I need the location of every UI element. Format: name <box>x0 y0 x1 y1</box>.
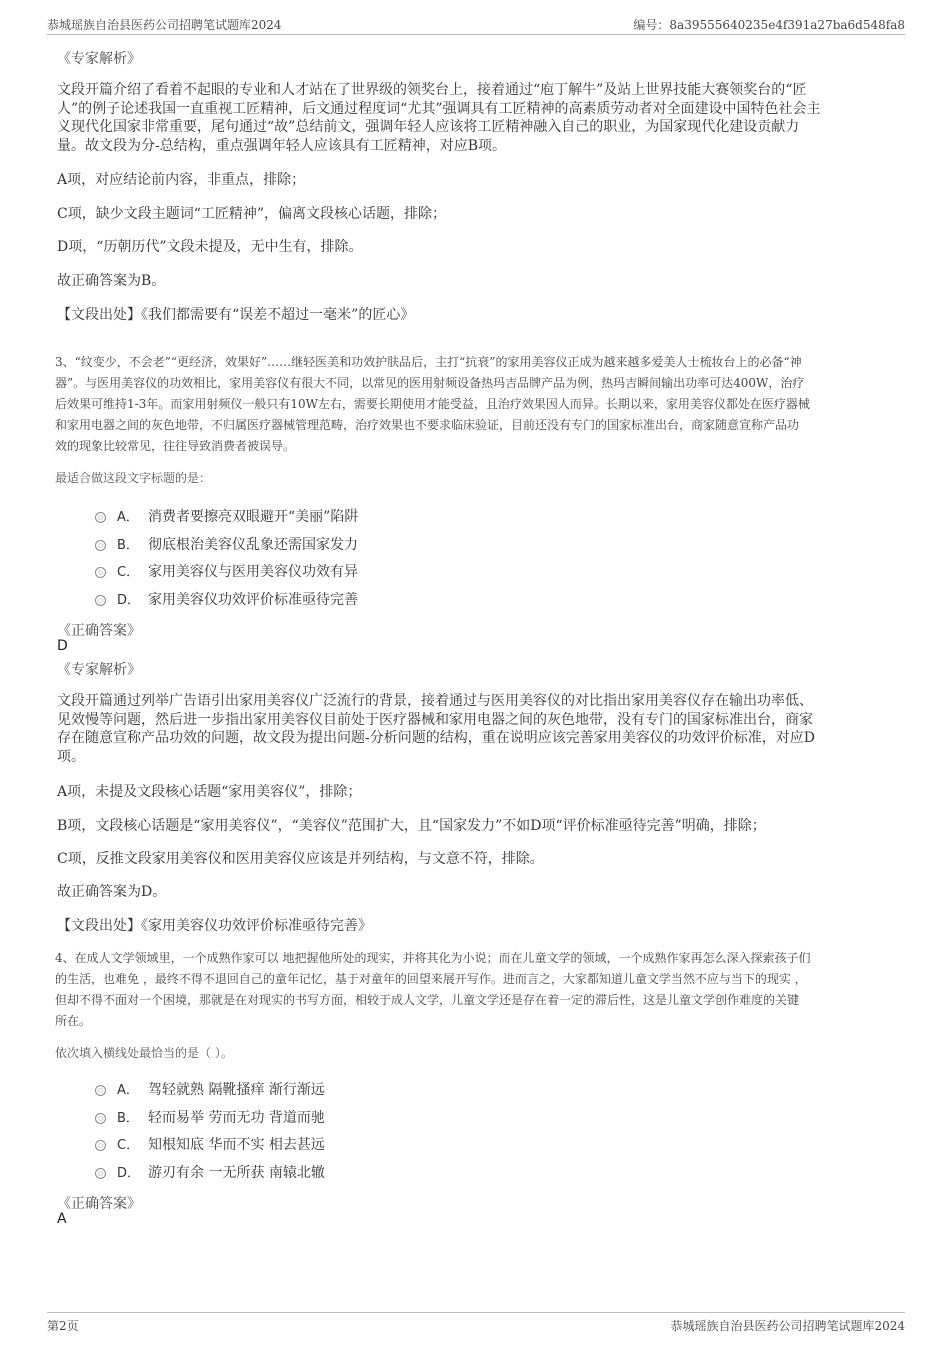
question-3-answer-heading: 《正确答案》 <box>57 623 141 639</box>
question-text-line: 的生活，也难免 ，最终不得不退回自己的童年记忆，基于对童年的回望来展开写作。进而言之，大家都知道儿童文学当然不应与当下的现实 ， <box>55 972 807 986</box>
analysis-line: 见效慢等问题，然后进一步指出家用美容仪目前处于医疗器械和家用电器之间的灰色地带，没有专门的国家标准出台，商家 <box>57 711 813 728</box>
radio-button[interactable] <box>95 1085 106 1096</box>
question-3-analysis-heading: 《专家解析》 <box>57 662 141 678</box>
question-text-line: 4、在成人文学领域里，一个成熟作家可以 地把握他所处的现实，并将其化为小说；而在儿童文学的领域，一个成熟作家再怎么深入探索孩子们 <box>55 951 811 965</box>
radio-button[interactable] <box>95 595 106 606</box>
question-4-text <box>55 948 898 1032</box>
radio-button[interactable] <box>95 540 106 551</box>
option-text: 游刃有余 一无所获 南辕北辙 <box>148 1165 325 1181</box>
footer-title: 恭城瑶族自治县医药公司招聘笔试题库2024 <box>670 1319 905 1333</box>
option-text: 轻而易举 劳而无功 背道而驰 <box>148 1110 325 1126</box>
question-text-line: 效的现象比较常见，往往导致消费者被误导。 <box>55 439 296 453</box>
question-4-answer: A <box>57 1211 67 1227</box>
question-3-prompt: 最适合做这段文字标题的是： <box>55 471 212 485</box>
option-text: 驾轻就熟 隔靴搔痒 渐行渐远 <box>148 1082 325 1098</box>
question-text-line: 所在。 <box>55 1014 92 1028</box>
question-text-line: 器”。与医用美容仪的功效相比，家用美容仪有很大不同，以常见的医用射频设备热玛吉品牌产品为例，热玛吉瞬间输出功率可达400W，治疗 <box>55 376 805 390</box>
prev-analysis-heading: 《专家解析》 <box>57 51 141 67</box>
option-letter: B． <box>117 538 139 553</box>
analysis-line: 存在随意宣称产品功效的问题，故文段为提出问题-分析问题的结构，重在说明应该完善家用美容仪的功效评价标准，对应D <box>57 730 815 746</box>
question-3-conclusion: 故正确答案为D。 <box>57 884 167 900</box>
radio-button[interactable] <box>95 1113 106 1124</box>
question-text-line: 和家用电器之间的灰色地带，不归属医疗器械管理范畴，治疗效果也不要求临床验证，目前还没有专门的国家标准出台，商家随意宣称产品功 <box>55 418 800 432</box>
analysis-line: 项。 <box>57 748 85 765</box>
question-4-prompt: 依次填入横线处最恰当的是（ ）。 <box>55 1046 233 1060</box>
radio-button[interactable] <box>95 512 106 523</box>
option-text: 知根知底 华而不实 相去甚远 <box>148 1137 325 1153</box>
option-letter: D． <box>117 1166 141 1181</box>
prev-analysis-line: 人”的例子论述我国一直重视工匠精神，后文通过程度词“尤其”强调具有工匠精神的高素质劳动者对全面建设中国特色社会主 <box>57 100 821 117</box>
question-3-analysis-paragraph <box>57 692 887 766</box>
prev-analysis-line: 义现代化国家非常重要，尾句通过“故”总结前文，强调年轻人应该将工匠精神融入自己的职业，为国家现代化建设贡献力 <box>57 119 800 135</box>
option-letter: C． <box>117 1138 140 1153</box>
question-3-option-c-note: C项，反推文段家用美容仪和医用美容仪应该是并列结构，与文意不符，排除。 <box>57 851 544 867</box>
question-3-option-b-note: B项，文段核心话题是“家用美容仪”，“美容仪”范围扩大，且“国家发力”不如D项“评价标准亟待完善”明确，排除； <box>57 818 766 834</box>
question-text-line: 但却不得不面对一个困境，那就是在对现实的书写方面，相较于成人文学，儿童文学还是存在着一定的滞后性，这是儿童文学创作难度的关键 <box>55 993 800 1007</box>
option-letter: D． <box>117 593 141 608</box>
prev-conclusion: 故正确答案为B。 <box>57 273 166 289</box>
option-letter: A． <box>117 1083 139 1098</box>
prev-analysis-line: 量。故文段为分-总结构，重点强调年轻人应该具有工匠精神，对应B项。 <box>57 137 507 154</box>
option-text: 家用美容仪功效评价标准亟待完善 <box>148 592 358 608</box>
radio-button[interactable] <box>95 567 106 578</box>
header-doc-id: 编号：8a39555640235e4f391a27ba6d548fa8 <box>633 18 905 32</box>
page-footer <box>47 1312 905 1335</box>
radio-button[interactable] <box>95 1168 106 1179</box>
prev-option-c-note: C项，缺少文段主题词“工匠精神”，偏离文段核心话题，排除； <box>57 206 447 222</box>
page-header <box>47 14 905 35</box>
prev-option-a-note: A项，对应结论前内容，非重点，排除； <box>57 172 306 188</box>
page-number: 第2页 <box>47 1319 79 1333</box>
prev-analysis-line: 文段开篇介绍了看着不起眼的专业和人才站在了世界级的领奖台上，接着通过“庖丁解牛”及站上世界技能大赛领奖台的“匠 <box>57 82 807 98</box>
option-letter: C． <box>117 565 140 580</box>
option-text: 彻底根治美容仪乱象还需国家发力 <box>148 537 358 553</box>
radio-button[interactable] <box>95 1140 106 1151</box>
option-letter: A． <box>117 510 139 525</box>
question-3-source: 【文段出处】《家用美容仪功效评价标准亟待完善》 <box>57 918 372 934</box>
option-text: 消费者要擦亮双眼避开“美丽”陷阱 <box>148 509 359 525</box>
prev-source: 【文段出处】《我们都需要有“误差不超过一毫米”的匠心》 <box>57 307 415 323</box>
prev-analysis-paragraph <box>57 81 887 155</box>
analysis-line: 文段开篇通过列举广告语引出家用美容仪广泛流行的背景，接着通过与医用美容仪的对比指出家用美容仪存在输出功率低、 <box>57 693 813 709</box>
question-3-option-a-note: A项，未提及文段核心话题“家用美容仪”，排除； <box>57 784 362 800</box>
question-text-line: 3、“纹变少，不会老”“更经济，效果好”……继轻医美和功效护肤品后，主打“抗衰”的家用美容仪正成为越来越多爱美人士梳妆台上的必备“神 <box>55 355 802 369</box>
prev-option-d-note: D项，“历朝历代”文段未提及，无中生有，排除。 <box>57 239 363 255</box>
option-letter: B． <box>117 1111 139 1126</box>
option-text: 家用美容仪与医用美容仪功效有异 <box>148 564 358 580</box>
header-title: 恭城瑶族自治县医药公司招聘笔试题库2024 <box>47 18 282 32</box>
question-3-text <box>55 352 898 457</box>
question-3-answer: D <box>57 638 68 654</box>
question-text-line: 后效果可维持1-3年。而家用射频仪一般只有10W左右，需要长期使用才能受益，且治疗效果因人而异。长期以来，家用美容仪都处在医疗器械 <box>55 397 810 411</box>
question-4-answer-heading: 《正确答案》 <box>57 1196 141 1212</box>
